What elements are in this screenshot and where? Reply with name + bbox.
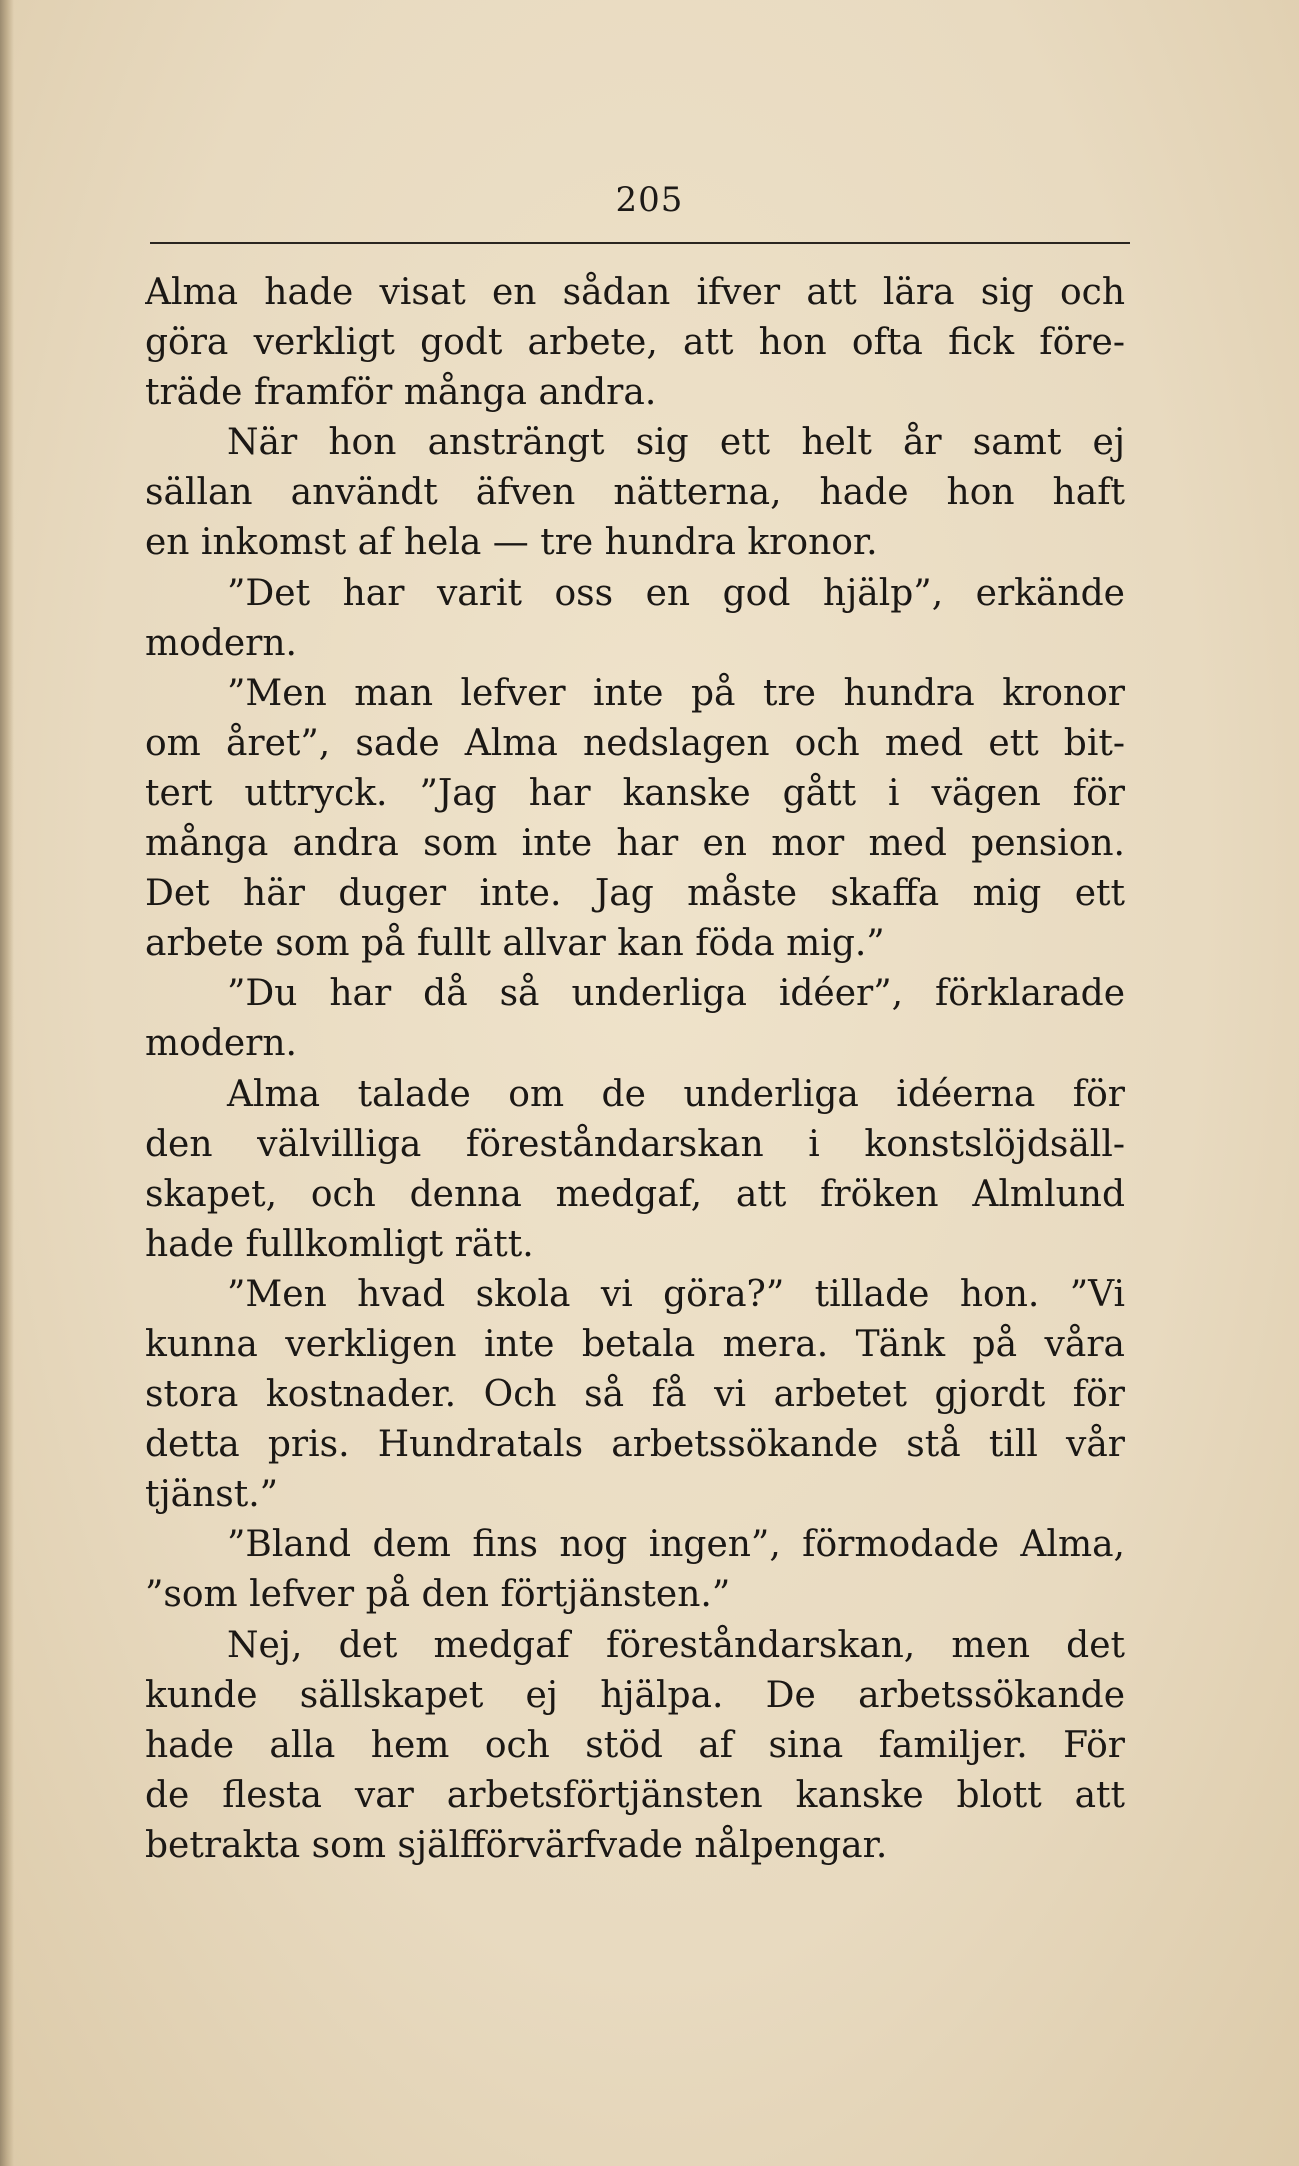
- text-line: hade fullkomligt rätt.: [145, 1223, 534, 1265]
- paragraph: [145, 669, 1125, 970]
- text-line: de flesta var arbetsförtjänsten kanske blott att: [145, 1774, 1125, 1816]
- text-line: sällan användt äfven nätterna, hade hon haft: [145, 472, 1125, 514]
- text-line: betrakta som själfförvärfvade nålpengar.: [145, 1824, 888, 1866]
- text-line: detta pris. Hundratals arbetssökande stå till vår: [145, 1424, 1125, 1466]
- page-number: 205: [615, 180, 684, 220]
- text-line: modern.: [145, 1023, 297, 1065]
- text-line: hade alla hem och stöd af sina familjer. För: [145, 1724, 1125, 1766]
- text-line: många andra som inte har en mor med pension.: [145, 823, 1125, 865]
- text-line: Det här duger inte. Jag måste skaffa mig ett: [145, 873, 1125, 915]
- paragraph: [145, 569, 1125, 669]
- text-line: När hon ansträngt sig ett helt år samt ej: [227, 422, 1125, 464]
- paragraph: [145, 1520, 1125, 1620]
- page-gutter-shadow: [0, 0, 14, 2166]
- text-line: ”Bland dem fins nog ingen”, förmodade Alma,: [227, 1524, 1125, 1566]
- text-line: tert uttryck. ”Jag har kanske gått i vägen för: [145, 772, 1125, 814]
- text-line: kunde sällskapet ej hjälpa. De arbetssökande: [145, 1674, 1125, 1716]
- text-line: träde framför många andra.: [145, 372, 657, 414]
- text-line: en inkomst af hela — tre hundra kronor.: [145, 522, 878, 564]
- text-line: den välvilliga föreståndarskan i konstslöjdsäll-: [145, 1123, 1125, 1165]
- text-line: tjänst.”: [145, 1474, 279, 1516]
- text-body: [145, 268, 1125, 1871]
- paragraph: [145, 268, 1125, 418]
- paragraph: [145, 1070, 1125, 1270]
- text-line: skapet, och denna medgaf, att fröken Almlund: [145, 1173, 1125, 1215]
- text-line: kunna verkligen inte betala mera. Tänk på våra: [145, 1323, 1125, 1365]
- text-line: ”Men hvad skola vi göra?” tillade hon. ”Vi: [227, 1273, 1125, 1315]
- text-line: Alma talade om de underliga idéerna för: [227, 1073, 1125, 1115]
- text-line: göra verkligt godt arbete, att hon ofta fick före-: [145, 322, 1125, 364]
- header-rule: [150, 242, 1130, 244]
- paragraph: [145, 418, 1125, 568]
- text-line: ”Det har varit oss en god hjälp”, erkände: [227, 572, 1125, 614]
- text-line: modern.: [145, 622, 297, 664]
- paragraph: [145, 969, 1125, 1069]
- text-line: Nej, det medgaf föreståndarskan, men det: [227, 1624, 1125, 1666]
- paragraph: [145, 1621, 1125, 1871]
- text-line: om året”, sade Alma nedslagen och med ett bit-: [145, 722, 1125, 764]
- text-line: stora kostnader. Och så få vi arbetet gjordt för: [145, 1374, 1125, 1416]
- text-line: ”som lefver på den förtjänsten.”: [145, 1574, 731, 1616]
- text-line: ”Men man lefver inte på tre hundra kronor: [227, 672, 1125, 714]
- text-line: Alma hade visat en sådan ifver att lära sig och: [145, 272, 1125, 313]
- paragraph: [145, 1270, 1125, 1520]
- text-line: arbete som på fullt allvar kan föda mig.”: [145, 923, 885, 965]
- text-line: ”Du har då så underliga idéer”, förklarade: [227, 973, 1125, 1015]
